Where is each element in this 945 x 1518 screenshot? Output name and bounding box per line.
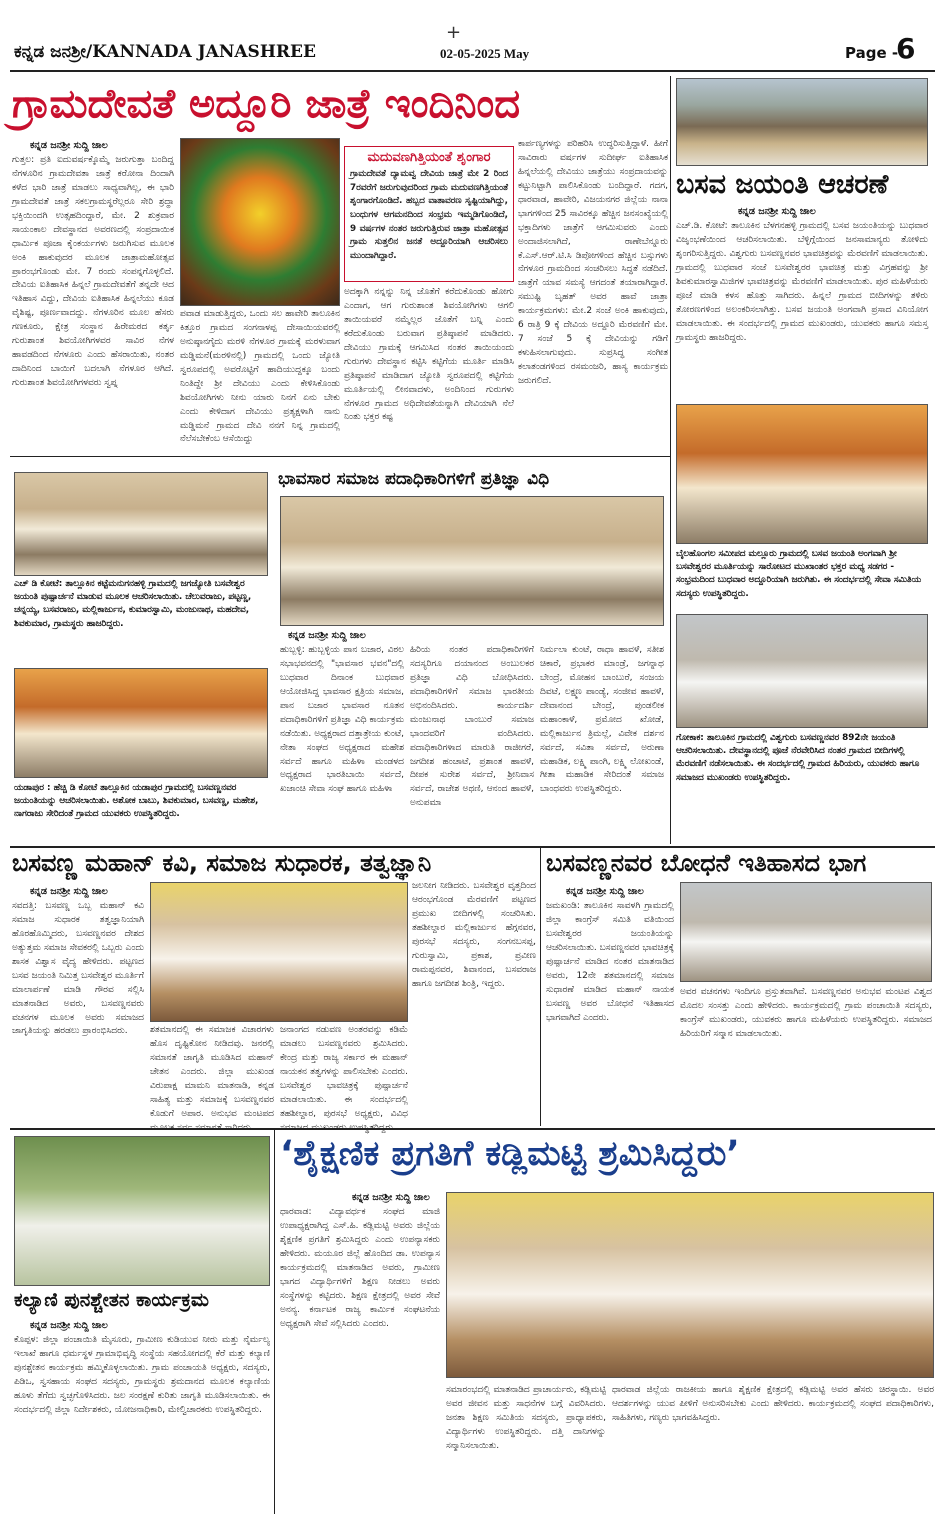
gokak-caption: ಗೋಕಾಕ: ತಾಲೂಕಿನ ಗ್ರಾಮದಲ್ಲಿ ವಿಶ್ವಗುರು ಬಸವಣ್ಣನವರ 892ನೇ ಜಯಂತಿ ಆಚರಿಸಲಾಯಿತು. ದೇವಸ್ಥಾನದಲ್ಲಿ ಪೂಜೆ ನೆರವೇರಿಸಿದ ನಂತರ ಗ್ರಾಮದ ಬೀದಿಗಳಲ್ಲಿ ಮೆರವಣಿಗೆ ನಡೆಸಲಾಯಿತು. ಈ ಸಂದರ್ಭದಲ್ಲಿ ಗ್ರಾಮದ ಹಿರಿಯರು, ಯುವಕರು ಹಾಗೂ ಸಮಾಜದ ಮುಖಂಡರು ಉಪಸ್ಥಿತರಿದ್ದರು. — [676, 733, 920, 783]
kote-caption: ಎಚ್ ಡಿ ಕೋಟೆ: ತಾಲ್ಲೂಕಿನ ಕಟ್ಟೆಮನುಗನಹಳ್ಳಿ ಗ್ರಾಮದಲ್ಲಿ ಜಗಜ್ಯೋತಿ ಬಸವೇಶ್ವರ ಜಯಂತಿ ಪುಷ್ಪಾರ್ಚನೆ ಮಾಡುವ ಮೂಲಕ ಆಚರಿಸಲಾಯಿತು. ಚೆಲುವರಾಜು, ಪಟ್ಟಣ್ಣ, ಚನ್ನಯ್ಯ, ಬಸವರಾಜು, ಮಲ್ಲಿಕಾರ್ಜುನ, ಕುಮಾರಸ್ವಾಮಿ, ಮಂಜುನಾಥ, ಮಹದೇವ, ಶಿವಕುಮಾರ, ಗ್ರಾಮಸ್ಥರು ಹಾಜರಿದ್ದರು. — [14, 579, 252, 629]
basava-jayanthi-crowd-photo — [676, 78, 928, 166]
bodhane-column-1: ಜಮಖಂಡಿ: ತಾಲೂಕಿನ ಸಾವಳಗಿ ಗ್ರಾಮದಲ್ಲಿ ಜಿಲ್ಲಾ ಕಾಂಗ್ರೆಸ್ ಸಮಿತಿ ವತಿಯಿಂದ ಬಸವೇಶ್ವರರ ಜಯಂತಿಯನ್ನು ಆಚರಿಸಲಾಯಿತು. ಬಸವಣ್ಣನವರ ಭಾವಚಿತ್ರಕ್ಕೆ ಪುಷ್ಪಾರ್ಚನೆ ಮಾಡಿದ ನಂತರ ಮಾತನಾಡಿದ ಅವರು, 12ನೇ ಶತಮಾನದಲ್ಲಿ ಸಮಾಜ ಸುಧಾರಣೆ ಮಾಡಿದ ಮಹಾನ್ ನಾಯಕ ಬಸವಣ್ಣ ಅವರ ಬೋಧನೆ ಇತಿಹಾಸದ ಭಾಗವಾಗಿದೆ ಎಂದರು. — [546, 901, 674, 1023]
shringara-text: ಗ್ರಾಮದೇವತೆ ದ್ಯಾಮವ್ವ ದೇವಿಯ ಜಾತ್ರೆ ಮೇ 2 ರಿಂದ 7ರವರೆಗೆ ಜರುಗುವುದರಿಂದ ಗ್ರಾಮ ಮದುವಣಗಿತ್ತಿಯಂತೆ ಶೃಂಗಾರಗೊಂಡಿದೆ. ಹಬ್ಬದ ವಾತಾವರಣ ಸೃಷ್ಟಿಯಾಗಿದ್ದು, ಬಂಧುಗಳ ಆಗಮನದಿಂದ ಸಂಭ್ರಮ ಇಮ್ಮಡಿಗೊಂಡಿದೆ, 9 ವರ್ಷಗಳ ನಂತರ ಜರುಗುತ್ತಿರುವ ಜಾತ್ರಾ ಮಹೋತ್ಸವ ಗ್ರಾಮ ಸುತ್ತಲಿನ ಜನತೆ ಅದ್ದೂರಿಯಾಗಿ ಆಚರಿಸಲು ಮುಂದಾಗಿದ್ದಾರೆ. — [350, 169, 508, 261]
basavanna-kavi-column-2: ಶತಮಾನದಲ್ಲಿ ಈ ಸಮಾಜಕ ವಿಚಾರಗಳು ಹೊಸ ದೃಷ್ಟಿಕೋನ ನೀಡಿದವು. ಜನರಲ್ಲಿ ಸಮಾನತೆ ಜಾಗೃತಿ ಮೂಡಿಸಿದ ಮಹಾನ್ ಚೇತನ ಎಂದರು. ಜಿಲ್ಲಾ ಮುಖಂಡ ವಿರುಪಾಕ್ಷ ಮಾಮನಿ ಮಾತನಾಡಿ, ಕನ್ನಡ ಸಾಹಿತ್ಯ ಮತ್ತು ಸಮಾಜಕ್ಕೆ ಬಸವಣ್ಣನವರ ಕೊಡುಗೆ ಅಪಾರ. ಅನುಭವ ಮಂಟಪದ — [150, 1025, 274, 1119]
mallur-procession-photo — [676, 404, 928, 544]
kalyani-text: ಕೊಪ್ಪಳ: ಜಿಲ್ಲಾ ಪಂಚಾಯಿತಿ ಮೈಸೂರು, ಗ್ರಾಮೀಣ ಕುಡಿಯುವ ನೀರು ಮತ್ತು ನೈರ್ಮಲ್ಯ ಇಲಾಖೆ ಹಾಗೂ ಧರ್ಮಸ್ಥಳ ಗ್ರಾಮಾಭಿವೃದ್ಧಿ ಸಂಸ್ಥೆಯ ಸಹಯೋಗದಲ್ಲಿ ಕೆರೆ ಮತ್ತು ಕಲ್ಯಾಣಿ ಪುನಶ್ಚೇತನ ಕಾರ್ಯಕ್ರಮ ಹಮ್ಮಿಕೊಳ್ಳಲಾಯಿತು. ಗ್ರಾಮ ಪಂಚಾಯತಿ ಅಧ್ಯಕ್ಷರು, ಸದಸ್ಯರು, ಪಿಡಿಒ, ಸ್ವಸಹಾಯ ಸಂಘದ ಸದಸ್ಯರು, ಗ್ರಾಮಸ್ಥರು ಶ್ರಮದಾನದ ಮೂಲಕ ಕಲ್ಯಾಣಿಯ ಹೂಳು ತೆಗೆದು ಸ್ವಚ್ಛಗೊಳಿಸಿದರು. ಜಲ ಸಂರಕ್ಷಣೆ ಕುರಿತು ಜಾಗೃತಿ ಮೂಡಿಸಲಾಯಿತು. ಈ ಸಂದರ್ಭದಲ್ಲಿ ಜಿಲ್ಲಾ ನಿರ್ದೇಶಕರು, ಯೋಜನಾಧಿಕಾರಿ, ಮೇಲ್ವಿಚಾರಕರು ಉಪಸ್ಥಿತರಿದ್ದರು. — [14, 1335, 270, 1415]
masthead-title: ಕನ್ನಡ ಜನಶ್ರೀ/KANNADA JANASHREE — [14, 42, 316, 62]
basavanna-kavi-byline: ಕನ್ನಡ ಜನಶ್ರೀ ಸುದ್ದಿ ಜಾಲ — [30, 886, 108, 897]
bodhane-column-2: ಅವರ ವಚನಗಳು ಇಂದಿಗೂ ಪ್ರಸ್ತುತವಾಗಿವೆ. ಬಸವಣ್ಣನವರ ಅನುಭವ ಮಂಟಪ ವಿಶ್ವದ ಮೊದಲ ಸಂಸತ್ತು ಎಂದು ಹೇಳಿದರು. ಕಾರ್ಯಕ್ರಮದಲ್ಲಿ ಗ್ರಾಮ ಪಂಚಾಯಿತಿ ಸದಸ್ಯರು, ಕಾಂಗ್ರೆಸ್ ಮುಖಂಡರು, ಯುವಕರು ಹಾಗೂ ಮಹಿಳೆಯರು ಉಪಸ್ಥಿತರಿದ್ದರು. ಸಮಾಜದ ಹಿರಿಯರಿಗೆ ಸನ್ಮಾನ ಮಾಡಲಾಯಿತು. — [680, 987, 932, 1039]
jatre-column-1: ಗುತ್ತಲ: ಪ್ರತಿ ಐದುವರ್ಷಕ್ಕೊಮ್ಮೆ ಜರುಗುತ್ತಾ ಬಂದಿದ್ದ ನೆಗಳೂರಿನ ಗ್ರಾಮದೇವತಾ ಜಾತ್ರೆ ಕರೋನಾ ದಿಂದಾಗಿ ಕಳೆದ ಭಾರಿ ಜಾತ್ರೆ ಮಾಡಲು ಸಾಧ್ಯವಾಗಿಲ್ಲ, ಈ ಭಾರಿ ಗ್ರಾಮದೇವತೆ ಜಾತ್ರೆ ಸಕಲಗ್ರಾಮಸ್ಥರೆಲ್ಲರೂ ಸೇರಿ ಶ್ರದ್ಧಾ ಭಕ್ತಿಯಿಂದಗಿ ಉತ್ಸಹದಿಂದ್ದಾರೆ, ಮೇ. 2 ಶುಕ್ರವಾರ ಸಾಯಂಕಾಲ ದೇವಸ್ಥಾನದ ಅವರಣದಲ್ಲಿ ಸಂಪ್ರದಾಯಿಕ ಧಾರ್ಮಿಕ ಪೂಜಾ ಕೈಂಕರ್ಯಗಳು ಜರುಗಿಸುವ ಮೂಲಕ ಅಂಕಿ ಹಾಕುವುದರ ಮೂಲಕ ಜಾತ್ರಾಮಹೋತ್ಸವ ಪ್ರಾರಂಭಗೊಂಡು ಮೇ. 7 ರಂದು ಸಂಪನ್ನಗೊಳ್ಳಲಿದೆ. ದೇವಿಯ ಐತಿಹಾಸಿಕ ಹಿನ್ನಲೆ ಗ್ರಾಮದೇವತೆಗೆ ತನ್ನದೇ ಆದ ಇತಿಹಾಸ ವಿದ್ದು, ದೇವಿಯ ಐತಿಹಾಸಿಕ ಹಿನ್ನಲೆಯು ಕೂಡ ವೈಶಿಷ್ಟ, ಪೂರ್ಣವಾದದ್ದು. ನೆಗಳೂರಿನ ಮೂಲ ಹೆಸರು ಗಣಕೂರು, ಕ್ಷೇತ್ರ ಸಂಸ್ಥಾನ ಹಿರೇಮಠದ ಕರ್ತೃ ಗುರುಶಾಂತ ಶಿವಯೋಗಿಗಳವರ ಸಾವಿರ ನೆಗಳ ಹಾವಡದಿಂದ ನೆಗಳೂರು ಎಂದು ಹೆಸರಾಯಿತು, ನಂತರ ದಾದಿನಿಂದ ಬಾಯಿಗೆ ಬದಲಾಗಿ ನೆಗಳೂರ ಆಗಿದೆ. ಗುರುಶಾಂತ ಶಿವಯೋಗಿಗಳವರು ಸ್ವಪ್ನ — [12, 155, 174, 388]
kattemanuganahalli-photo — [14, 472, 268, 576]
kadlimatti-event-photo — [446, 1192, 934, 1378]
basavanna-kavi-column-3: ಜನಾಂಗದ ನಡುವಣ ಅಂತರವನ್ನು ಕಡಿಮೆ ಮಾಡಲು ಬಸವಣ್ಣನವರು ಶ್ರಮಿಸಿದರು. ಕೇಂದ್ರ ಮತ್ತು ರಾಜ್ಯ ಸರ್ಕಾರ ಈ ಮಹಾನ್ ನಾಯಕನ ತತ್ವಗಳನ್ನು ಪಾಲಿಸಬೇಕು ಎಂದರು. ಬಸವೇಶ್ವರ ಭಾವಚಿತ್ರಕ್ಕೆ ಪುಷ್ಪಾರ್ಚನೆ ಮಾಡಲಾಯಿತು. ಈ ಸಂದರ್ಭದಲ್ಲಿ ತಹಶೀಲ್ದಾರ, ಪುರಸಭೆ ಅಧ್ಯಕ್ಷರು, ವಿವಿಧ — [280, 1025, 408, 1119]
page-number: 6 — [896, 32, 916, 65]
shaikshanika-column-1: ಧಾರವಾಡ: ವಿದ್ಯಾವರ್ಧಕ ಸಂಘದ ಮಾಜಿ ಉಪಾಧ್ಯಕ್ಷರಾಗಿದ್ದ ಎಸ್.ಹಿ. ಕಡ್ಲಿಮಟ್ಟಿ ಅವರು ಜಿಲ್ಲೆಯ ಶೈಕ್ಷಣಿಕ ಪ್ರಗತಿಗೆ ಶ್ರಮಿಸಿದ್ದರು ಎಂದು ಉಪನ್ಯಾಸಕರು ಹೇಳಿದರು. ಮಯೂರ ಜಿಲ್ಲೆ ಹೊಂದಿದ ಡಾ. ಉಪನ್ಯಾಸ ಕಾರ್ಯಕ್ರಮದಲ್ಲಿ ಮಾತನಾಡಿದ ಅವರು, ಗ್ರಾಮೀಣ ಭಾಗದ ವಿದ್ಯಾರ್ಥಿಗಳಿಗೆ ಶಿಕ್ಷಣ ನೀಡಲು ಅವರು ಸಂಸ್ಥೆಗಳನ್ನು ಕಟ್ಟಿದರು. ಶಿಕ್ಷಣ ಕ್ಷೇತ್ರದಲ್ಲಿ ಅವರ ಸೇವೆ ಅನನ್ಯ. ಕರ್ನಾಟಕ ರಾಜ್ಯ ಕಾರ್ಮಿಕ ಸಂಘಟನೆಯ ಅಧ್ಯಕ್ಷರಾಗಿ ಸೇವೆ ಸಲ್ಲಿಸಿದರು ಎಂದರು. — [280, 1207, 440, 1329]
kalyani-byline: ಕನ್ನಡ ಜನಶ್ರೀ ಸುದ್ದಿ ಜಾಲ — [30, 1320, 108, 1331]
shaikshanika-column-2: ಸಮಾರಂಭದಲ್ಲಿ ಮಾತನಾಡಿದ ಪ್ರಾಚಾರ್ಯರು, ಕಡ್ಲಿಮಟ್ಟಿ ಅವರ ಜೀವನ ಮತ್ತು ಸಾಧನೆಗಳ ಬಗ್ಗೆ ವಿವರಿಸಿದರು. ಜನತಾ ಶಿಕ್ಷಣ ಸಮಿತಿಯ ಸದಸ್ಯರು, ಪ್ರಾಧ್ಯಾಪಕರು, ವಿದ್ಯಾರ್ಥಿಗಳು ಉಪಸ್ಥಿತರಿದ್ದರು. ದತ್ತಿ ದಾನಿಗಳನ್ನು ಸನ್ಮಾನಿಸಲಾಯಿತು. — [446, 1385, 606, 1451]
bhavasara-byline: ಕನ್ನಡ ಜನಶ್ರೀ ಸುದ್ದಿ ಜಾಲ — [288, 630, 366, 641]
column-divider-mid — [540, 848, 541, 1126]
shaikshanika-byline: ಕನ್ನಡ ಜನಶ್ರೀ ಸುದ್ದಿ ಜಾಲ — [352, 1192, 430, 1203]
jatre-column-2: ಪವಾಡ ಮಾಡುತ್ತಿದ್ದರು, ಒಂದು ಸಲ ಹಾವೇರಿ ತಾಲೂಕಿನ ಕಿತ್ತೂರ ಗ್ರಾಮದ ಸಂಗನಾಳಪ್ಪ ದೇಸಾಯಿಯವರಲ್ಲಿ ಅನುಷ್ಠಾನಗೈದು ಮರಳಿ ನೆಗಳೂರ ಗ್ರಾಮಕ್ಕೆ ಮರಳುವಾಗ ಮಡ್ಡಿಮನೆ(ಮರಳಿನಲ್ಲಿ) ಗ್ರಾಮದಲ್ಲಿ ಒಂದು ಜ್ಯೋತಿ ಸ್ವರೂಪದಲ್ಲಿ ಅವರೊಟ್ಟಿಗೆ ಹಾದಿಯುದ್ದಕ್ಕೂ ಬಂದು ನಿಂತಿದ್ದೇ ಶ್ರೀ ದೇವಿಯು ಎಂದು ಕೇಳಿಸಿಕೊಂಡು ಶಿವಯೋಗಿಗಳು ನೀನು ಯಾರು ನಿನಗೆ ಏನು ಬೇಕು ಎಂದು ಕೇಳಿದಾಗ ದೇವಿಯು ಪ್ರತ್ಯಕ್ಷಳಾಗಿ ನಾನು ಮಡ್ಡಿಮನೆ ಗ್ರಾಮದ ದೇವಿ ನನಗೆ ನಿನ್ನ ಗ್ರಾಮದಲ್ಲಿ ನೆಲೆಸಬೇಕೆಂಬ ಆಸೆಯಿದ್ದು — [180, 309, 340, 445]
shringara-title: ಮದುವಣಗಿತ್ತಿಯಂತೆ ಶೃಂಗಾರ — [367, 150, 491, 165]
kalyani-headline: ಕಲ್ಯಾಣಿ ಪುನಶ್ಚೇತನ ಕಾರ್ಯಕ್ರಮ — [14, 1289, 209, 1311]
mallur-caption: ಬೈಲಹೊಂಗಲ ಸಮೀಪದ ಮಲ್ಲೂರು ಗ್ರಾಮದಲ್ಲಿ ಬಸವ ಜಯಂತಿ ಅಂಗವಾಗಿ ಶ್ರೀ ಬಸವೇಶ್ವರರ ಮೂರ್ತಿಯನ್ನು ಸಾರೋಟದ ಮುಖಾಂತರ ಭಕ್ತರ ಮಧ್ಯ ಸಡಗರ - ಸಂಭ್ರಮದಿಂದ ಬುಧವಾರ ಅದ್ದೂರಿಯಾಗಿ ಜರುಗಿತು. ಈ ಸಂದರ್ಭದಲ್ಲಿ ಸೇವಾ ಸಮಿತಿಯ ಸದಸ್ಯರು ಉಪಸ್ಥಿತರಿದ್ದರು. — [676, 549, 921, 599]
masthead-rule — [10, 70, 935, 72]
bhavasara-headline: ಭಾವಸಾರ ಸಮಾಜ ಪದಾಧಿಕಾರಿಗಳಿಗೆ ಪ್ರತಿಜ್ಞಾ ವಿಧಿ — [278, 469, 550, 489]
basava-jayanthi-text: ಎಚ್.ಡಿ. ಕೋಟೆ: ತಾಲೂಕಿನ ಬೆಳಗನಹಳ್ಳಿ ಗ್ರಾಮದಲ್ಲಿ ಬಸವ ಜಯಂತಿಯನ್ನು ಬುಧವಾರ ವಿಜೃಂಭಣೆಯಿಂದ ಆಚರಿಸಲಾಯಿತು. ಬೆಳ್ಳಿಗ್ಗೆಯಿಂದ ಜನಸಾಮಾನ್ಯರು ತೋಳಿದು ಶೃಂಗರಿಸುತ್ತಿದ್ದರು. ವಿಶ್ವಗುರು ಬಸವಣ್ಣನವರ ಭಾವಚಿತ್ರವನ್ನು ಮೆರವಣಿಗೆ ಮಾಡಲಾಯಿತು. ಗ್ರಾಮದಲ್ಲಿ ಬುಧವಾರ ಸಂಜೆ ಬಸವೇಶ್ವರರ ಭಾವಚಿತ್ರ ಮತ್ತು ವಿಗ್ರಹವನ್ನು ಶ್ರೀ ಶಿವಕುಮಾರಸ್ವಾಮಿಜಿಗಳ ಭಾವಚಿತ್ರವನ್ನು ಮೆರವಣಿಗೆ ಮಾಡಲಾಯಿತು. ಪುರ ಮಹಿಳೆಯರು ಪೂಜೆ ಮಾಡಿ ಕಳಸ ಹೊತ್ತು ಸಾಗಿದರು. ಹಿನ್ನಲೆ ಗ್ರಾಮದ ಬೀದಿಗಳನ್ನು ತಳಿರು ತೋರಣಗಳಿಂದ ಅಲಂಕರಿಸಲಾಗಿತ್ತು. ಬಸವ ಜಯಂತಿ ಅಂಗವಾಗಿ ಪ್ರಸಾದ ವಿನಿಯೋಗ ಮಾಡಲಾಯಿತು. ಈ ಸಂದರ್ಭದಲ್ಲಿ ಗ್ರಾಮದ ಮುಖಂಡರು, ಯುವಕರು ಹಾಗೂ ಸಮಸ್ತ ಗ್ರಾಮಸ್ಥರು ಹಾಜರಿದ್ದರು. — [676, 221, 928, 343]
yadapura-photo — [14, 668, 268, 778]
basava-jayanthi-byline: ಕನ್ನಡ ಜನಶ್ರೀ ಸುದ್ದಿ ಜಾಲ — [738, 206, 816, 217]
yadapura-caption: ಯಡಾಪುರ : ಹೆಚ್ಚಿ ಡಿ ಕೋಟೆ ತಾಲ್ಲೂಕಿನ ಯಡಾಪುರ ಗ್ರಾಮದಲ್ಲಿ ಬಸವಣ್ಣನವರ ಜಯಂತಿಯನ್ನು ಆಚರಿಸಲಾಯಿತು. ಅಶೋಕ ಬಾಬು, ಶಿವಕುಮಾರ, ಬಸವಣ್ಣ, ಮಹೇಶ, ನಾಗರಾಜು ಸೇರಿದಂತೆ ಗ್ರಾಮದ ಯುವಕರು ಉಪಸ್ಥಿತರಿದ್ದರು. — [14, 783, 259, 820]
basavanna-kavi-column-4: ಜಲನೀಗ ನೀಡಿದರು. ಬಸವೇಶ್ವರ ವೃತ್ತದಿಂದ ಆರಂಭಗೊಂಡ ಮೆರವಣಿಗೆ ಪಟ್ಟಣದ ಪ್ರಮುಖ ಬೀದಿಗಳಲ್ಲಿ ಸಂಚರಿಸಿತು. ತಹಶೀಲ್ದಾರ ಮಲ್ಲಿಕಾರ್ಜುನ ಹೆಗ್ಗನವರ, ಪುರಸಭೆ ಸದಸ್ಯರು, ಸಂಗನಬಸಪ್ಪ, ಗುರುಸ್ವಾಮಿ, ಪ್ರಕಾಶ, ಪ್ರವೀಣ ರಾಮಪ್ಪನವರ, ಶಿವಾನಂದ, ಬಸವರಾಜ ಹಾಗೂ ಜಗದೀಶ ಶಿಂತ್ರಿ, ಇದ್ದರು. — [412, 881, 536, 989]
issue-date: 02-05-2025 May — [440, 46, 530, 61]
jatre-headline: ಗ್ರಾಮದೇವತೆ ಅದ್ದೂರಿ ಜಾತ್ರೆ ಇಂದಿನಿಂದ — [12, 81, 521, 127]
jatre-column-3: ಅದಕ್ಕಾಗಿ ನನ್ನನ್ನು ನಿನ್ನ ಜೊತೆಗೆ ಕರೆದುಕೊಂಡು ಹೋಗು ಎಂದಾಗ, ಆಗ ಗುರುಶಾಂತ ಶಿವಯೋಗಿಗಳು ಆಗಲಿ ತಾಯಿಯವರೆ ನಮ್ಮೆಲ್ಲರ ಜೊತೆಗೆ ಬನ್ನಿ ಎಂದು ಕರೆದುಕೊಂಡು ಬರುವಾಗ ಪ್ರತಿಷ್ಠಾಪನೆ ಮಾಡಿದರು. ದೇವಿಯು ಗ್ರಾಮಕ್ಕೆ ಆಗಮಿಸಿದ ನಂತರ ತಾಯಿಯಂದು ಗುರುಗಳು ದೇವಸ್ಥಾನ ಕಟ್ಟಿಸಿ ಕಟ್ಟಿಗೆಯ ಮೂರ್ತಿ ಮಾಡಿಸಿ ಪ್ರತಿಷ್ಠಾಪನೆ ಮಾಡಿದಾಗ ಜ್ಯೋತಿ ಸ್ವರೂಪದಲ್ಲಿ ಕಟ್ಟಿಗೆಯ ಮೂರ್ತಿಯಲ್ಲಿ ಲೀನವಾದಳು, ಅಂದಿನಿಂದ ಗುರುಗಳು ನೆಗಳೂರ ಗ್ರಾಮದ ಅಧಿದೇವತೆಯನ್ನಾಗಿ ದೇವಿಯಾಗಿ ನೆಲೆ ನಿಂತು ಭಕ್ತರ ಕಷ್ಟ — [344, 287, 514, 423]
section-rule-1 — [10, 456, 670, 457]
basavanna-kavi-headline: ಬಸವಣ್ಣ ಮಹಾನ್ ಕವಿ, ಸಮಾಜ ಸುಧಾರಕ, ತತ್ವಜ್ಞಾನಿ — [12, 849, 432, 877]
savalagi-photo — [680, 882, 932, 982]
kalyani-photo — [14, 1136, 270, 1286]
column-divider-bottom — [274, 1130, 275, 1514]
basava-jayanthi-headline: ಬಸವ ಜಯಂತಿ ಆಚರಣೆ — [676, 169, 889, 200]
shaikshanika-column-3: ಧಾರವಾಡ ಜಿಲ್ಲೆಯ ರಾಜಕೀಯ ಹಾಗೂ ಶೈಕ್ಷಣಿಕ ಕ್ಷೇತ್ರದಲ್ಲಿ ಕಡ್ಲಿಮಟ್ಟಿ ಅವರ ಹೆಸರು ಚಿರಸ್ಥಾಯಿ. ಅವರ ಆದರ್ಶಗಳನ್ನು ಯುವ ಪೀಳಿಗೆ ಅನುಸರಿಸಬೇಕು ಎಂದು ಹೇಳಿದರು. ಕಾರ್ಯಕ್ರಮದಲ್ಲಿ ಸಂಘದ ಪದಾಧಿಕಾರಿಗಳು, ಸಾಹಿತಿಗಳು, ಗಣ್ಯರು ಭಾಗವಹಿಸಿದ್ದರು. — [612, 1385, 934, 1423]
savadatti-stage-photo — [150, 882, 408, 1022]
basavanna-kavi-column-1: ಸವದತ್ತಿ: ಬಸವಣ್ಣ ಒಬ್ಬ ಮಹಾನ್ ಕವಿ ಸಮಾಜ ಸುಧಾರಕ ತತ್ವಜ್ಞಾನಿಯಾಗಿ ಹೊರಹೊಮ್ಮಿದರು, ಬಸವಣ್ಣನವರ ದೇಶದ ಅತ್ಯುತ್ತಮ ಸಮಾಜ ಸೇವಕರಲ್ಲಿ ಒಬ್ಬರು ಎಂದು ಶಾಸಕ ವಿಶ್ವಾಸ ವೈದ್ಯ ಹೇಳಿದರು. ಪಟ್ಟಣದ ಬಸವ ಜಯಂತಿ ನಿಮಿತ್ತ ಬಸವೇಶ್ವರ ಮೂರ್ತಿಗೆ ಮಾಲಾರ್ಪಣೆ ಮಾಡಿ ಗೌರವ ಸಲ್ಲಿಸಿ ಮಾತನಾಡಿದ ಅವರು, ಬಸವಣ್ಣನವರು ವಚನಗಳ ಮೂಲಕ ಅವರು ಸಮಾಜದ ಜಾಗೃತಿಯನ್ನು ಹರಡಲು ಪ್ರಾರಂಭಿಸಿದರು. — [12, 901, 144, 1037]
bhavasara-group-photo — [280, 496, 664, 626]
bhavasara-column-3: ನಿರ್ಮಲಾ ಕುಂಟೆ, ರಾಧಾ ಹಾವಳೆ, ಸತೀಶ ಚಿಕಾರೆ, ಪ್ರಭಾಕರ ಮಾಂಡ್ರೆ, ಜಗನ್ನಾಥ ಬೇಂದ್ರೆ, ಮೋಹನ ಬಾಂಬುರೆ, ಸಂಜಯ ದಿವಟೆ, ಲಕ್ಷ್ಮಣ ಪಾಂಡ್ಯೆ, ಸಂಜೀವ ಹಾವಳೆ, ದೇವಾನಂದ ಬೇಂದ್ರೆ, ಪುಂಡಲೀಕ ಮಹಾಂಕಾಳೆ, ಪ್ರಮೋದ ಖೋಡೆ, ಮಲ್ಲಿಕಾರ್ಜುನ ತ್ರಿಮಲ್ಲೆ, ವಿವೇಕ ದರ್ಶನ ಸರ್ವದೆ, ಸವಿತಾ ಸರ್ವದೆ, ಅರುಣಾ ಮಹಾಡಿಕ, ಲಕ್ಷ್ಮಿ ಪಾಂಗಿ, ಲಕ್ಷ್ಮಿ ಲೋಖಂಡೆ, ಗೀತಾ ಮಹಾಡಿಕ ಸೇರಿದಂತೆ ಸಮಾಜ ಬಾಂಧವರು ಉಪಸ್ಥಿತರಿದ್ದರು. — [540, 645, 664, 795]
bhavasara-column-1: ಹುಬ್ಬಳ್ಳಿ: ಹುಬ್ಬಳ್ಳಿಯ ಪಾನ ಬಜಾರ, ವಿಠಲ ಸಭಾಭವನದಲ್ಲಿ "ಭಾವಸಾರ ಭವನ"ದಲ್ಲಿ ಬುಧವಾರ ದಿನಾಂಕ ಬುಧವಾರ ಆಯೋಜಿಸಿದ್ದ ಭಾವಸಾರ ಕ್ಷತ್ರಿಯ ಸಮಾಜ, ಪಾನ ಬಜಾರ ಭಾವಸಾರ ನೂತನ ಪದಾಧಿಕಾರಿಗಳಿಗೆ ಪ್ರತಿಜ್ಞಾ ವಿಧಿ ಕಾರ್ಯಕ್ರಮ ನಡೆಯಿತು. ಅಧ್ಯಕ್ಷರಾದ ದತ್ತಾತ್ರೇಯ ಕುಂಟೆ, ನೇತಾ ಸಂಘದ ಅಧ್ಯಕ್ಷರಾದ ಮಹೇಶ ಸರ್ವದೆ ಹಾಗೂ ಮಹಿಳಾ ಮಂಡಳದ ಅಧ್ಯಕ್ಷರಾದ ಭಾರತಿಬಾಯಿ ಸರ್ವದೆ, ಖಜಾಂಚಿ ಸೇವಾ ಸಂಘ ಹಾಗೂ ಮಹಿಳಾ — [280, 645, 404, 795]
bhavasara-column-2: ಹಿರಿಯ ನಂತರ ಪದಾಧಿಕಾರಿಗಳಿಗೆ ಸದಸ್ಯರಿಗೂ ದಯಾನಂದ ಅಂಬುಲಕರ ಪ್ರತಿಜ್ಞಾ ವಿಧಿ ಬೋಧಿಸಿದರು. ಪದಾಧಿಕಾರಿಗಳಿಗೆ ಸಮಾಜ ಭಾರತೀಯ ಅಭಿನಂದಿಸಿದರು. ಕಾರ್ಯದರ್ಶಿ ಮಂಜುನಾಥ ಬಾಂಬುರೆ ಸಮಾಜ ಭಾಂದವರಿಗೆ ವಂದಿಸಿದರು. ಪದಾಧಿಕಾರಿಗಳಾದ ಮಾರುತಿ ರಾಜೀಗರೆ, ಜಗದೀಶ ಹಂಚಾಟೆ, ಪ್ರಶಾಂತ ಹಾವಳೆ, ದೀಪಕ ಸುರೇಶ ಸರ್ವದೆ, ಶ್ರೀನಿವಾಸ ಸರ್ವದೆ, ರಾಜೇಶ ಅಥಣಿ, ಆನಂದ ಹಾವಳೆ, ಅನುಪಮಾ — [410, 645, 534, 809]
goddess-idol-photo — [180, 138, 340, 306]
bodhane-byline: ಕನ್ನಡ ಜನಶ್ರೀ ಸುದ್ದಿ ಜಾಲ — [566, 886, 644, 897]
shaikshanika-headline: ‘ಶೈಕ್ಷಣಿಕ ಪ್ರಗತಿಗೆ ಕಡ್ಲಿಮಟ್ಟಿ ಶ್ರಮಿಸಿದ್ದರು’ — [280, 1134, 740, 1174]
bodhane-headline: ಬಸವಣ್ಣನವರ ಬೋಧನೆ ಇತಿಹಾಸದ ಭಾಗ — [546, 849, 867, 877]
shringara-box — [344, 146, 514, 282]
jatre-column-4: ಕಾರ್ಪಣ್ಯಗಳನ್ನು ಪರಿಹರಿಸಿ ಉದ್ಧರಿಸುತ್ತಿದ್ದಾಳೆ. ಹೀಗೆ ಸಾವಿರಾರು ವರ್ಷಗಳ ಸುದೀರ್ಘ ಐತಿಹಾಸಿಕ ಹಿನ್ನಲೆಯಲ್ಲಿ ದೇವಿಯು ಜಾತ್ರೆಯು ಸಂಪ್ರದಾಯವನ್ನು ಕಟ್ಟುನಿಟ್ಟಾಗಿ ಪಾಲಿಸಿಕೊಂಡು ಬಂದಿದ್ದಾರೆ. ಗದಗ, ಧಾರವಾಡ, ಹಾವೇರಿ, ವಿಜಯನಗರ ಜಿಲ್ಲೆಯ ನಾನಾ ಭಾಗಗಳಿಂದ 25 ಸಾವಿರಕ್ಕೂ ಹೆಚ್ಚಿನ ಜನಸಂಖ್ಯೆಯಲ್ಲಿ ಭಕ್ತಾದಿಗಳು ಜಾತ್ರೆಗೆ ಆಗಮಿಸುವರು ಎಂದು ಅಂದಾಜಿಸಲಾಗಿದೆ, ರಾಣೇಬೆನ್ನೂರು ಕೆ.ಎಸ್.ಆರ್.ಟಿ.ಸಿ ಡಿಪೋಗಳಿಂದ ಹೆಚ್ಚಿನ ಬಸ್ಸುಗಳು ನೆಗಳೂರ ಗ್ರಾಮದಿಂದ ಸಂಚರಿಸಲು ಸಿದ್ಧತೆ ನಡೆದಿದೆ. ಜಾತ್ರೆಗೆ ಯಾವ ಸಮಸ್ಯೆ ಆಗದಂತೆ ತಯಾರಾಗಿದ್ದಾರೆ. ಸಮುಷ್ಟಿ ಬೃಹತ್ ಅವರ ಹಾವೆ ಜಾತ್ರಾ ಕಾರ್ಯಕ್ರಮಗಳು: ಮೇ.2 ಸಂಜೆ ಅಂಕಿ ಹಾಕುವುದು, 6 ರಾತ್ರಿ 9 ಕ್ಕೆ ದೇವಿಯ ಅದ್ದೂರಿ ಮೆರವಣಿಗೆ ಮೇ. 7 ಸಂಜೆ 5 ಕ್ಕೆ ದೇವಿಯನ್ನು ಗಡಿಗೆ ಕಳುಹಿಸಲಾಗುವುದು. ಸುಪ್ರಸಿದ್ಧ ಸಂಗೀತ ಕಲಾತಂಡಗಳಿಂದ ರಸಮಂಜರಿ, ಹಾಸ್ಯ ಕಾರ್ಯಕ್ರಮ ಜರುಗಲಿದೆ. — [518, 139, 668, 386]
jatre-byline: ಕನ್ನಡ ಜನಶ್ರೀ ಸುದ್ದಿ ಜಾಲ — [30, 140, 108, 151]
section-rule-3 — [10, 1128, 935, 1130]
page-label: Page - — [845, 44, 899, 62]
gokak-group-photo — [676, 614, 928, 728]
registration-mark: + — [446, 22, 462, 43]
section-rule-2 — [10, 846, 935, 848]
column-divider-right — [670, 76, 671, 844]
